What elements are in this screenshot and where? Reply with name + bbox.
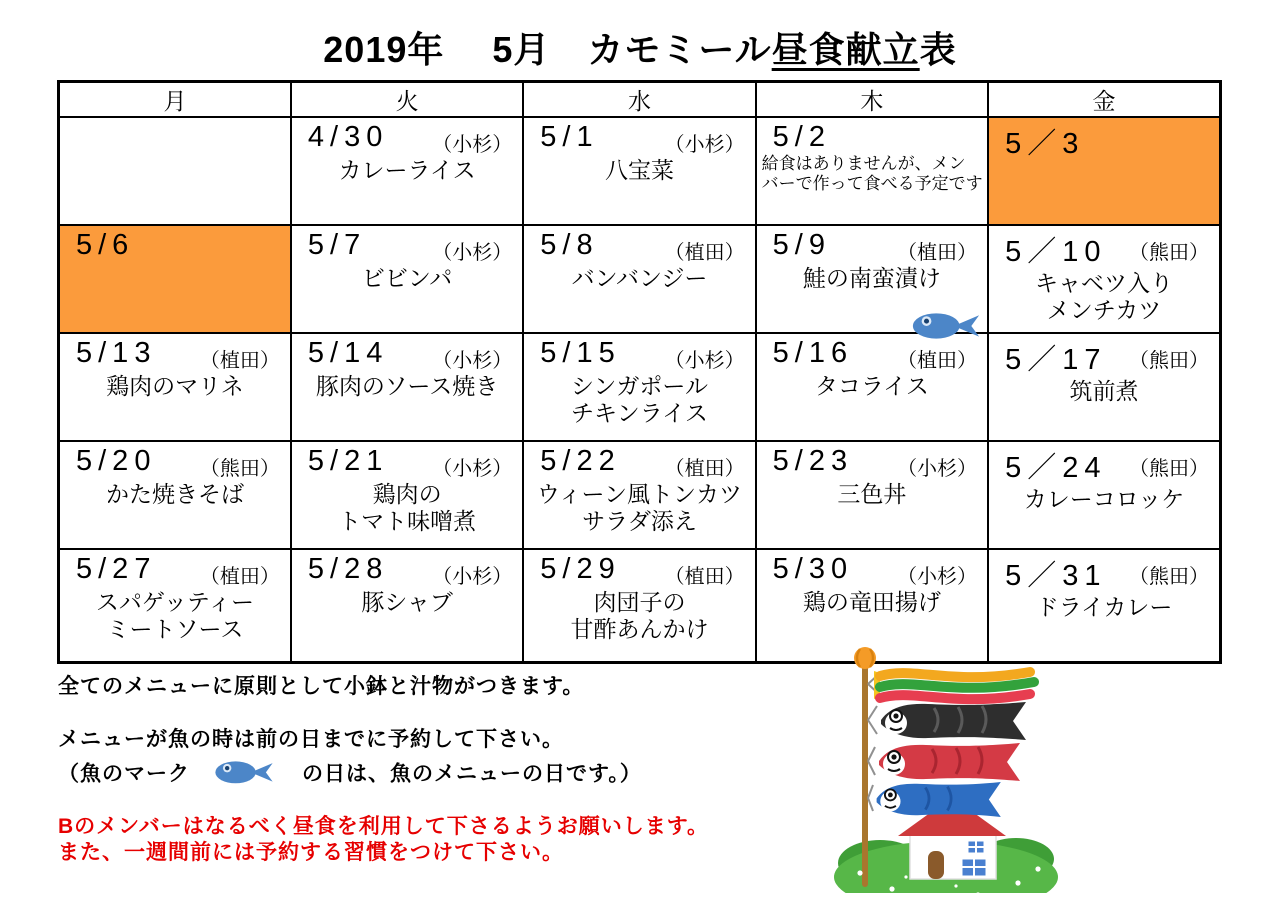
cell-inner	[524, 118, 754, 192]
cell-date: 5/30	[772, 553, 854, 586]
note-fish-reservation: メニューが魚の時は前の日までに予約して下さい。	[58, 728, 564, 752]
menu-calendar-table	[57, 80, 1222, 664]
cell-date-line	[989, 550, 1219, 594]
calendar-cell-5/20	[59, 441, 291, 549]
cell-date-line	[292, 118, 522, 157]
notice-week-before: また、一週間前には予約する習慣をつけて下さい。	[58, 841, 564, 864]
cell-inner	[757, 226, 987, 300]
cell-menu: かた焼きそば	[105, 481, 244, 508]
note-fish-mark-after: の日は、魚のメニューの日です。）	[302, 762, 642, 786]
cell-inner	[292, 442, 522, 543]
cell-menu: 筑前煮	[1069, 378, 1139, 405]
title-suffix: 表	[919, 29, 957, 70]
streamer	[874, 671, 1034, 699]
cell-inner	[524, 550, 754, 651]
cell-date: 5／24	[1005, 452, 1107, 485]
carp-black	[881, 702, 1026, 740]
cell-cook-name: （小杉）	[664, 134, 745, 156]
cell-date: 5／10	[1005, 236, 1107, 268]
cell-inner	[524, 334, 754, 435]
cell-date-line	[292, 334, 522, 373]
calendar-cell-4/30	[291, 117, 523, 225]
cell-cook-name: （植田）	[897, 242, 978, 264]
calendar-cell-5/13	[59, 333, 291, 441]
note-side-dishes: 全てのメニューに原則として小鉢と汁物がつきます。	[58, 675, 585, 698]
cell-cook-name: （熊田）	[1129, 566, 1209, 589]
cell-inner	[60, 442, 290, 516]
flag-pole	[862, 659, 868, 887]
cell-cook-name: （小杉）	[897, 566, 978, 589]
cell-menu: シンガポール チキンライス	[570, 373, 708, 427]
cell-menu: タコライス	[814, 373, 929, 400]
cell-menu: 鶏肉のマリネ	[106, 373, 244, 400]
weekday-金: 金	[988, 82, 1220, 118]
calendar-cell-5/1	[523, 117, 755, 225]
cell-date-line	[292, 442, 522, 481]
notice-b-members: Bのメンバーはなるべく昼食を利用して下さるようお願いします。	[58, 814, 710, 838]
cell-menu: バンバンジー	[571, 265, 708, 291]
cell-date-line	[524, 226, 754, 265]
cell-inner	[60, 334, 290, 408]
weekday-水: 水	[523, 82, 755, 118]
fish-icon	[212, 757, 276, 786]
weekday-header-row	[59, 82, 1221, 118]
cell-menu: スパゲッティー ミートソース	[95, 589, 255, 643]
calendar-cell-5/29	[523, 549, 755, 662]
cell-cook-name: （熊田）	[1129, 350, 1209, 373]
calendar-cell-5／10	[988, 225, 1220, 333]
weekday-火: 火	[291, 82, 523, 118]
cell-inner	[989, 550, 1219, 629]
calendar-cell-5/2	[756, 117, 988, 225]
cell-cook-name: （小杉）	[432, 566, 513, 589]
house-door	[928, 851, 944, 879]
cell-inner	[292, 334, 522, 408]
cell-inner	[757, 118, 987, 200]
cell-cook-name: （植田）	[199, 350, 280, 373]
cell-date-line	[524, 550, 754, 589]
cell-date-line	[757, 118, 987, 154]
cell-date: 5/9	[772, 229, 831, 261]
cell-menu: 鶏の竜田揚げ	[802, 589, 941, 616]
cell-date: 5/27	[76, 553, 157, 586]
cell-date-line	[60, 226, 290, 262]
cell-date-line	[292, 550, 522, 589]
cell-cook-name: （小杉）	[432, 458, 513, 481]
title-underlined: 昼食献立	[771, 29, 920, 70]
cell-date: 5/23	[772, 445, 854, 478]
calendar-week-row-1	[59, 117, 1221, 225]
note-fish-mark	[58, 757, 818, 793]
house-window-small	[968, 841, 984, 853]
cell-menu: ウィーン風トンカツ サラダ添え	[536, 481, 743, 535]
cell-date: 5/29	[540, 553, 621, 586]
cell-inner	[989, 226, 1219, 332]
calendar-cell-5／24	[988, 441, 1220, 549]
cell-date-line	[989, 118, 1219, 162]
cell-date: 5/8	[540, 229, 599, 261]
calendar-cell-5/15	[523, 333, 755, 441]
cell-menu: 肉団子の 甘酢あんかけ	[570, 589, 709, 643]
cell-cook-name: （小杉）	[432, 134, 513, 156]
cell-note: 給食はありませんが、メン バーで作って食べる予定です	[761, 154, 983, 194]
cell-inner	[292, 550, 522, 624]
calendar-cell-5／3	[988, 117, 1220, 225]
cell-date-line	[989, 334, 1219, 378]
cell-inner	[989, 442, 1219, 521]
cell-inner	[989, 334, 1219, 413]
cell-date: 5/14	[307, 337, 389, 370]
cell-menu: キャベツ入り メンチカツ	[1035, 270, 1174, 324]
cell-date: 5/13	[76, 337, 157, 370]
cell-inner	[757, 442, 987, 516]
cell-date-line	[757, 442, 987, 481]
cell-cook-name: （植田）	[664, 566, 745, 589]
cell-cook-name: （植田）	[664, 458, 745, 481]
cell-date: 4/30	[307, 121, 389, 153]
cell-cook-name: （熊田）	[1129, 458, 1209, 481]
note-fish-mark-before: （魚のマーク	[58, 762, 190, 786]
cell-date-line	[524, 442, 754, 481]
title-prefix: 2019年 5月 カモミール	[323, 29, 772, 70]
calendar-cell-empty-0-0	[59, 117, 291, 225]
fish-icon	[909, 308, 983, 342]
cell-menu: カレーライス	[338, 157, 476, 183]
cell-date-line	[524, 118, 754, 157]
cell-date-line	[989, 442, 1219, 486]
cell-cook-name: （小杉）	[664, 350, 745, 373]
calendar-cell-5/16	[756, 333, 988, 441]
cell-menu: 鶏肉の トマト味噌煮	[338, 481, 477, 535]
carp-blue	[877, 782, 1001, 817]
calendar-cell-5／17	[988, 333, 1220, 441]
page-title	[0, 22, 1280, 73]
calendar-week-row-2	[59, 225, 1221, 333]
weekday-月: 月	[59, 82, 291, 118]
cell-date: 5/15	[540, 337, 621, 370]
calendar-cell-5/14	[291, 333, 523, 441]
cell-date-line	[757, 226, 987, 265]
cell-cook-name: （植田）	[664, 242, 745, 264]
cell-inner	[524, 226, 754, 300]
calendar-cell-5/8	[523, 225, 755, 333]
red-notice-block	[58, 814, 818, 867]
cell-date-line	[60, 442, 290, 481]
cell-date: 5／3	[1005, 128, 1085, 160]
koinobori-illustration	[830, 645, 1060, 893]
calendar-cell-5/21	[291, 441, 523, 549]
cell-date: 5/28	[307, 553, 389, 586]
cell-date-line	[757, 550, 987, 589]
cell-date: 5/2	[772, 121, 831, 153]
notes-section	[58, 674, 818, 866]
cell-cook-name: （熊田）	[199, 458, 280, 481]
cell-menu: 八宝菜	[604, 157, 674, 183]
cell-date: 5/20	[76, 445, 157, 478]
cell-cook-name: （植田）	[897, 350, 978, 373]
cell-date-line	[292, 226, 522, 265]
cell-inner	[757, 334, 987, 408]
cell-date-line	[60, 334, 290, 373]
cell-date: 5/21	[307, 445, 389, 478]
calendar-week-row-4	[59, 441, 1221, 549]
calendar-cell-5/23	[756, 441, 988, 549]
calendar-cell-5/28	[291, 549, 523, 662]
calendar-cell-5/9	[756, 225, 988, 333]
house-window-large	[962, 859, 986, 876]
cell-cook-name: （熊田）	[1129, 242, 1209, 264]
cell-menu: ドライカレー	[1035, 594, 1173, 621]
cell-date-line	[60, 550, 290, 589]
cell-date: 5／17	[1005, 344, 1107, 377]
cell-inner	[60, 226, 290, 262]
cell-date: 5/22	[540, 445, 621, 478]
cell-date-line	[989, 226, 1219, 270]
cell-date: 5/1	[540, 121, 599, 153]
cell-inner	[757, 550, 987, 624]
calendar-week-row-3	[59, 333, 1221, 441]
cell-inner	[524, 442, 754, 543]
calendar-cell-5/27	[59, 549, 291, 662]
koinobori-svg	[830, 645, 1060, 893]
calendar-cell-5/22	[523, 441, 755, 549]
cell-inner	[989, 118, 1219, 162]
cell-date-line	[524, 334, 754, 373]
weekday-木: 木	[756, 82, 988, 118]
cell-inner	[292, 118, 522, 192]
cell-menu: 鮭の南蛮漬け	[802, 265, 941, 291]
cell-menu: 豚肉のソース焼き	[315, 373, 499, 400]
calendar-cell-5/6	[59, 225, 291, 333]
cell-date: 5/7	[307, 229, 367, 261]
cell-menu: カレーコロッケ	[1023, 486, 1185, 513]
carp-red	[879, 743, 1020, 781]
cell-date: 5／31	[1005, 560, 1107, 593]
cell-cook-name: （小杉）	[432, 242, 513, 264]
note-fish-icon-slot	[212, 757, 276, 793]
cell-menu: ビビンパ	[361, 265, 453, 291]
cell-menu: 豚シャブ	[361, 589, 453, 616]
cell-cook-name: （小杉）	[432, 350, 513, 373]
calendar-body	[59, 117, 1221, 662]
cell-cook-name: （植田）	[199, 566, 280, 589]
calendar-cell-5/7	[291, 225, 523, 333]
cell-date: 5/6	[76, 229, 135, 261]
cell-inner	[60, 550, 290, 651]
cell-date: 5/16	[772, 337, 854, 370]
cell-inner	[292, 226, 522, 300]
cell-menu: 三色丼	[837, 481, 907, 508]
cell-cook-name: （小杉）	[897, 458, 978, 481]
